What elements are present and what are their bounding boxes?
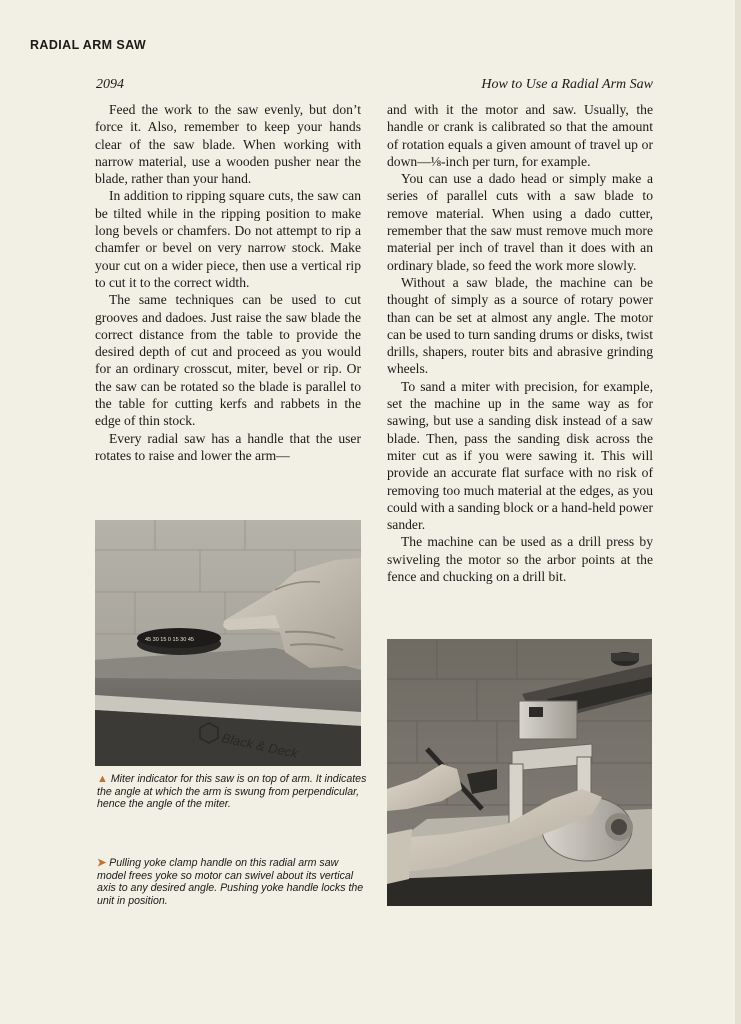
page-number: 2094: [96, 77, 124, 92]
page-edge: [735, 0, 741, 1024]
arrow-right-icon: ➤: [97, 857, 107, 869]
right-text-column: [387, 101, 653, 585]
caption-text: Miter indicator for this saw is on top of arm. It indicates the angle at which the arm is swung from perpendicular, hence the angle of the miter.: [97, 773, 367, 811]
caption-text: Pulling yoke clamp handle on this radial arm saw model frees yoke so motor can swivel about its vertical axis to any desired angle. Pushing yoke handle locks the unit in position.: [97, 857, 364, 907]
paragraph: Without a saw blade, the machine can be thought of simply as a source of rotary power than can be set at almost any angle. The motor can be used to turn sanding drums or disks, twist drills, shapers, router bits and abrasive grinding wheels.: [387, 274, 653, 377]
paragraph: In addition to ripping square cuts, the saw can be tilted while in the ripping position to make long bevels or chamfers. Do not attempt to rip a chamfer or bevel on very narrow stock. Make your cut on a wider piece, then use a vertical rip to cut it to the correct width.: [95, 188, 361, 290]
left-text-column: [95, 101, 361, 464]
arrow-up-icon: ▲: [97, 773, 108, 785]
miter-indicator-photo: [95, 520, 361, 766]
paragraph: and with it the motor and saw. Usually, the handle or crank is calibrated so that the amount of rotation equals a given amount of travel up or down—⅛-inch per turn, for example.: [387, 102, 653, 169]
dial-scale-text: 45 30 15 0 15 30 45: [145, 637, 194, 643]
section-label: RADIAL ARM SAW: [30, 38, 147, 52]
yoke-clamp-photo: [387, 639, 652, 906]
paragraph: The same techniques can be used to cut grooves and dadoes. Just raise the saw blade the correct distance from the table to provide the desired depth of cut and proceed as you would for an ordinary crosscut, miter, bevel or rip. Or the saw can be rotated so the blade is parallel to the table for cutting kerfs and rabbets in the edge of thin stock.: [95, 292, 361, 429]
brand-text: Black & Deck: [220, 730, 300, 762]
running-title: How to Use a Radial Arm Saw: [481, 77, 653, 92]
caption-miter-indicator: [97, 773, 367, 811]
paragraph: To sand a miter with precision, for example, set the machine up in the same way as for sawing, but use a sanding disk instead of a saw blade. Then, pass the sanding disk across the miter cut as if you were sawing it. This will provide an accurate flat surface with no risk of removing too much material at the edges, as you could with a sanding block or a hand-held power sander.: [387, 378, 653, 533]
paragraph: Feed the work to the saw evenly, but don’t force it. Also, remember to keep your hands clear of the saw blade. When working with narrow material, use a wooden pusher near the blade, rather than your hand.: [95, 102, 361, 187]
paragraph: Every radial saw has a handle that the user rotates to raise and lower the arm—: [95, 430, 361, 463]
caption-yoke-clamp: [97, 857, 367, 907]
paragraph: The machine can be used as a drill press by swiveling the motor so the arbor points at the fence and chucking on a drill bit.: [387, 534, 653, 585]
paragraph: You can use a dado head or simply make a series of parallel cuts with a saw blade to remove material. When using a dado cutter, remember that the saw must remove much more material per inch of travel than it does with an ordinary blade, so feed the work more slowly.: [387, 171, 653, 273]
